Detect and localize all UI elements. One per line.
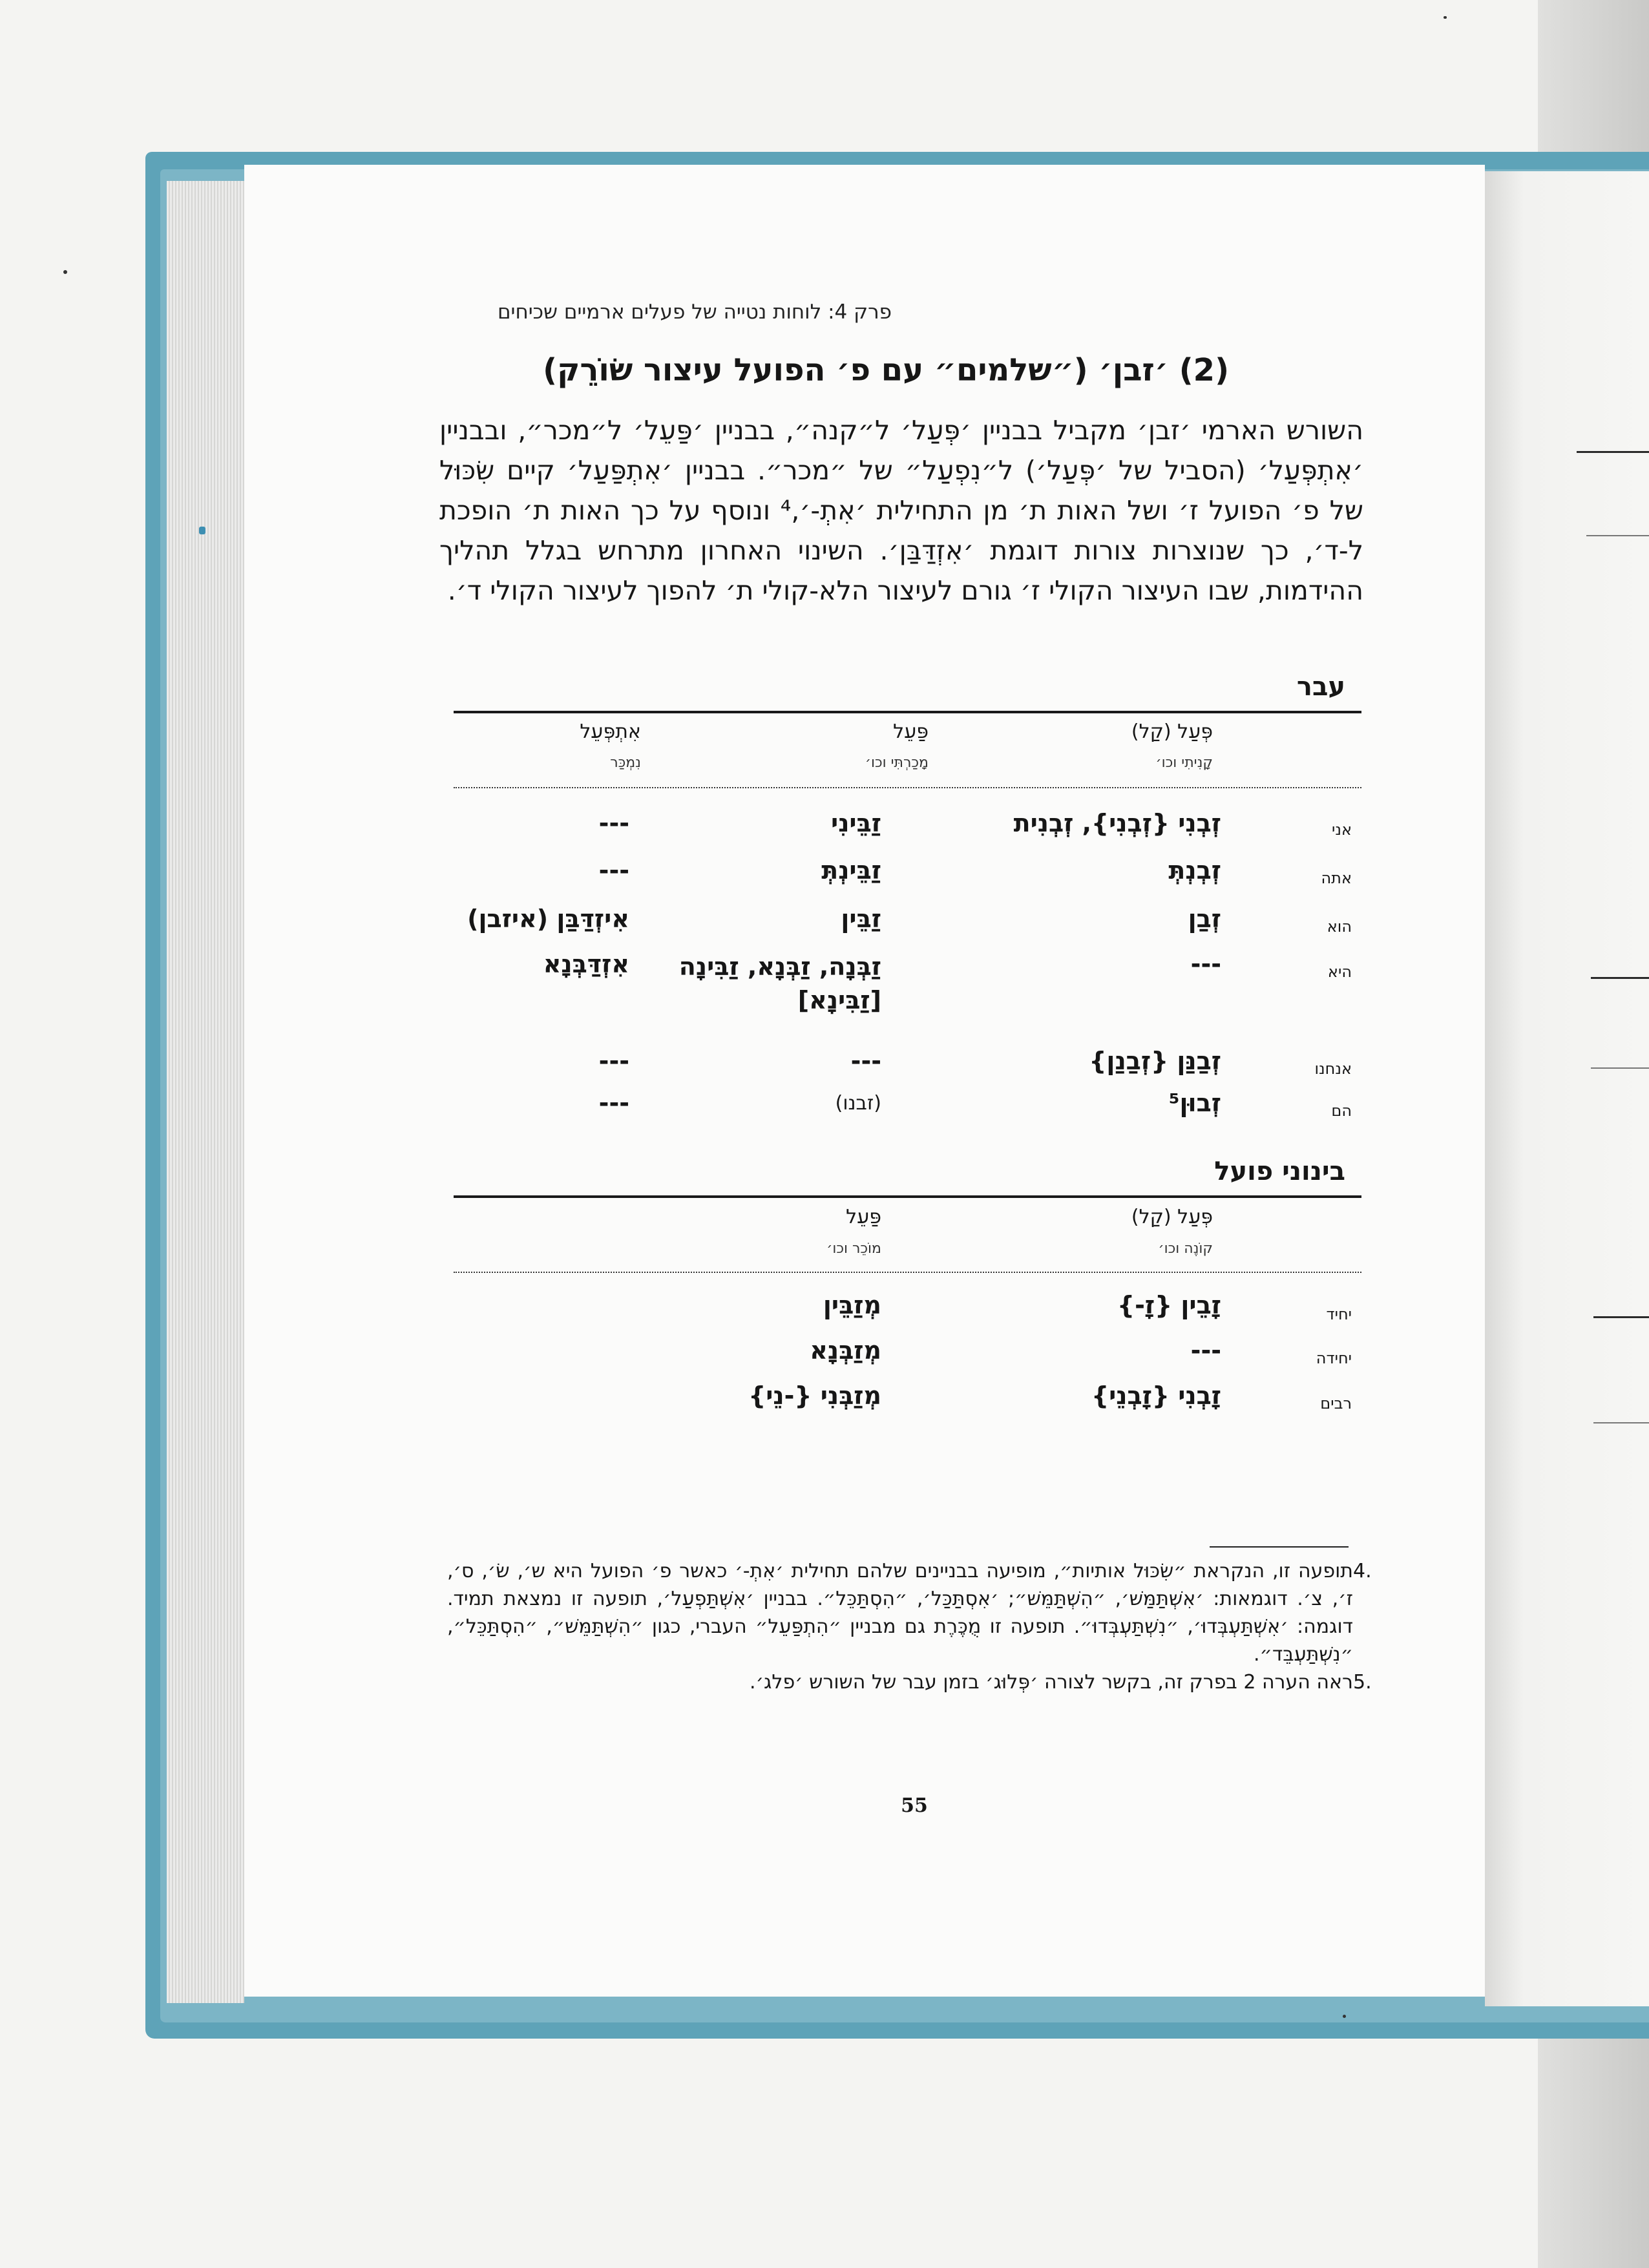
table-cell: מְזַבְּנָא <box>810 1336 881 1365</box>
participle-table-top-rule <box>454 1195 1361 1198</box>
footnote-text: ראה הערה 2 בפרק זה, בקשר לצורה ׳פְּלוּג׳ בזמן עבר של השורש ׳פלג׳. <box>750 1671 1353 1694</box>
dust-spot <box>1444 16 1447 19</box>
past-table-header-rule <box>454 787 1361 788</box>
footnote-number: 4. <box>1353 1560 1372 1582</box>
participle-col-head-2: פַּעֵל <box>846 1206 881 1228</box>
table-cell: זַבֵּינִי <box>831 809 881 837</box>
past-col-sub-2: מָכַרְתִּי וכו׳ <box>865 755 929 771</box>
table-cell: זְבַנַּן {זְבַנַן} <box>1089 1047 1221 1075</box>
table-cell: אִיזְדַּבַּן (איזבן) <box>467 905 629 933</box>
footnotes <box>447 1557 1378 1696</box>
table-cell: אִזְדַּבְּנָא <box>543 950 629 978</box>
dust-spot <box>1343 2015 1346 2018</box>
footnote <box>447 1557 1378 1668</box>
table-row-pronoun: יחידה <box>1316 1349 1352 1367</box>
past-table-top-rule <box>454 711 1361 713</box>
table-row-pronoun: הם <box>1331 1102 1352 1120</box>
table-row-pronoun: אני <box>1331 821 1352 839</box>
footnote-number: 5. <box>1353 1671 1372 1694</box>
facing-page-rule <box>1591 1067 1649 1069</box>
table-cell: --- <box>598 809 629 837</box>
footnote-rule <box>1210 1546 1349 1548</box>
table-cell: זְבוּן⁵ <box>1168 1089 1221 1117</box>
past-col-head-3: אִתְפְּעֵל <box>580 720 641 743</box>
table-row-pronoun: הוא <box>1327 918 1352 936</box>
table-cell: זַבְּנָה, זַבְּנָא, זַבִּינָה [זַבִּינָא] <box>678 952 881 1014</box>
table-cell: --- <box>598 856 629 885</box>
table-row-pronoun: אתה <box>1321 869 1352 887</box>
past-table-heading: עבר <box>1296 672 1345 702</box>
table-cell: זַבֵּין <box>841 905 881 933</box>
participle-table-heading: בינוני פועל <box>1214 1157 1345 1186</box>
table-cell: זַבֵּינְתְּ <box>821 856 881 885</box>
participle-col-sub-2: מוֹכֵר וכו׳ <box>826 1241 881 1257</box>
facing-page <box>1485 171 1649 2006</box>
running-head: פרק 4: לוחות נטייה של פעלים ארמיים שכיחים <box>497 300 892 324</box>
table-row-pronoun: יחיד <box>1326 1305 1352 1323</box>
facing-page-rule <box>1593 1316 1649 1318</box>
table-row-pronoun: היא <box>1327 963 1352 981</box>
past-col-sub-3: נִמְכַּר <box>610 755 641 771</box>
table-cell: זָבְנִי {זָבְנֵי} <box>1091 1381 1221 1410</box>
past-col-head-1: פְּעַל (קַל) <box>1131 720 1213 743</box>
dust-spot <box>63 270 67 274</box>
table-cell: --- <box>598 1047 629 1075</box>
participle-col-sub-1: קוֹנֶה וכו׳ <box>1158 1241 1213 1257</box>
table-cell: זְבְנְתְּ <box>1168 856 1221 885</box>
table-cell: --- <box>850 1047 881 1075</box>
facing-page-rule <box>1593 1422 1649 1423</box>
table-cell: (זבנו) <box>835 1092 881 1115</box>
footnote <box>447 1668 1378 1696</box>
section-title: (2) ׳זבן׳ (״שלמים״ עם פ׳ הפועל עיצור שׂוֹרֵק) <box>543 352 1229 388</box>
table-cell: זָבֵין {זָ-} <box>1117 1291 1221 1319</box>
facing-page-rule <box>1577 451 1649 453</box>
margin-mark <box>199 527 205 534</box>
facing-page-rule <box>1591 977 1649 979</box>
page-number: 55 <box>901 1794 928 1817</box>
facing-page-rule <box>1586 535 1649 536</box>
participle-table-header-rule <box>454 1272 1361 1273</box>
table-cell: מְזַבְּנִי {-נֵי} <box>748 1381 881 1410</box>
body-text: השורש הארמי ׳זבן׳ מקביל בבניין ׳פְּעַל׳ ל״קנה״, בבניין ׳פַּעֵל׳ ל״מכר״, ובבניין ׳אִתְפְּעַל׳ (הסביל של ׳פְּעַל׳) ל״נִפְעַל״ של ״מכר״. בבניין ׳אִתְפַּעַל׳ קיים שִׂכּוּל של פ׳ הפועל ז׳ ושל האות ת׳ מן התחילית ׳אִתְ-׳,⁴ ונוסף על כך האות ת׳ הופכת ל-ד׳, כך שנוצרות צורות דוגמת ׳אִזְדַּבַּן׳. השינוי האחרון מתרחש בגלל תהליך ההידמות, שבו העיצור הקולי ז׳ גורם לעיצור הלא-קולי ת׳ להפוך לעיצור הקולי ד׳. <box>439 415 1363 606</box>
footnote-text: תופעה זו, הנקראת ״שִׂכּוּל אותיות״, מופיעה בבניינים שלהם תחילית ׳אִתְ-׳ כאשר פ׳ הפועל היא ש׳, שׂ׳, ס׳, ז׳, צ׳. דוגמאות: ׳אִשְׁתַּמַּשׁ׳, ״הִשְׁתַּמֵּשׁ״; ׳אִסְתַּכַּל׳, ״הִסְתַּכֵּל״. בבניין ׳אִשְׁתַּפְעַל׳, תופעה זו נמצאת תמיד. דוגמה: ׳אִשְׁתַּעְבְּדוּ׳, ״נִשְׁתַּעְבְּדוּ״. תופעה זו מֻכֶּרֶת גם מבניין ״הִתְפַּעֵל״ העברי, כגון ״הִשְׁתַּמֵּשׁ״, ״הִסְתַּכֵּל״, ״נִשְׁתַּעְבֵּד״. <box>447 1560 1353 1666</box>
table-cell: זְבַן <box>1188 905 1221 933</box>
participle-col-head-1: פְּעַל (קַל) <box>1131 1206 1213 1228</box>
past-col-head-2: פַּעֵל <box>893 720 929 743</box>
table-cell: --- <box>1190 1336 1221 1365</box>
table-row-pronoun: אנחנו <box>1314 1060 1352 1078</box>
table-cell: מְזַבֵּין <box>823 1291 881 1319</box>
table-cell: זְבְנִי {זְבְנִי}, זְבְנִית <box>1013 809 1221 837</box>
body-paragraph <box>439 410 1363 611</box>
table-cell: --- <box>1190 950 1221 978</box>
past-col-sub-1: קָנִיתִי וכו׳ <box>1155 755 1213 771</box>
page-edges <box>167 181 244 2003</box>
table-cell: --- <box>598 1089 629 1117</box>
table-row-pronoun: רבים <box>1320 1394 1352 1412</box>
